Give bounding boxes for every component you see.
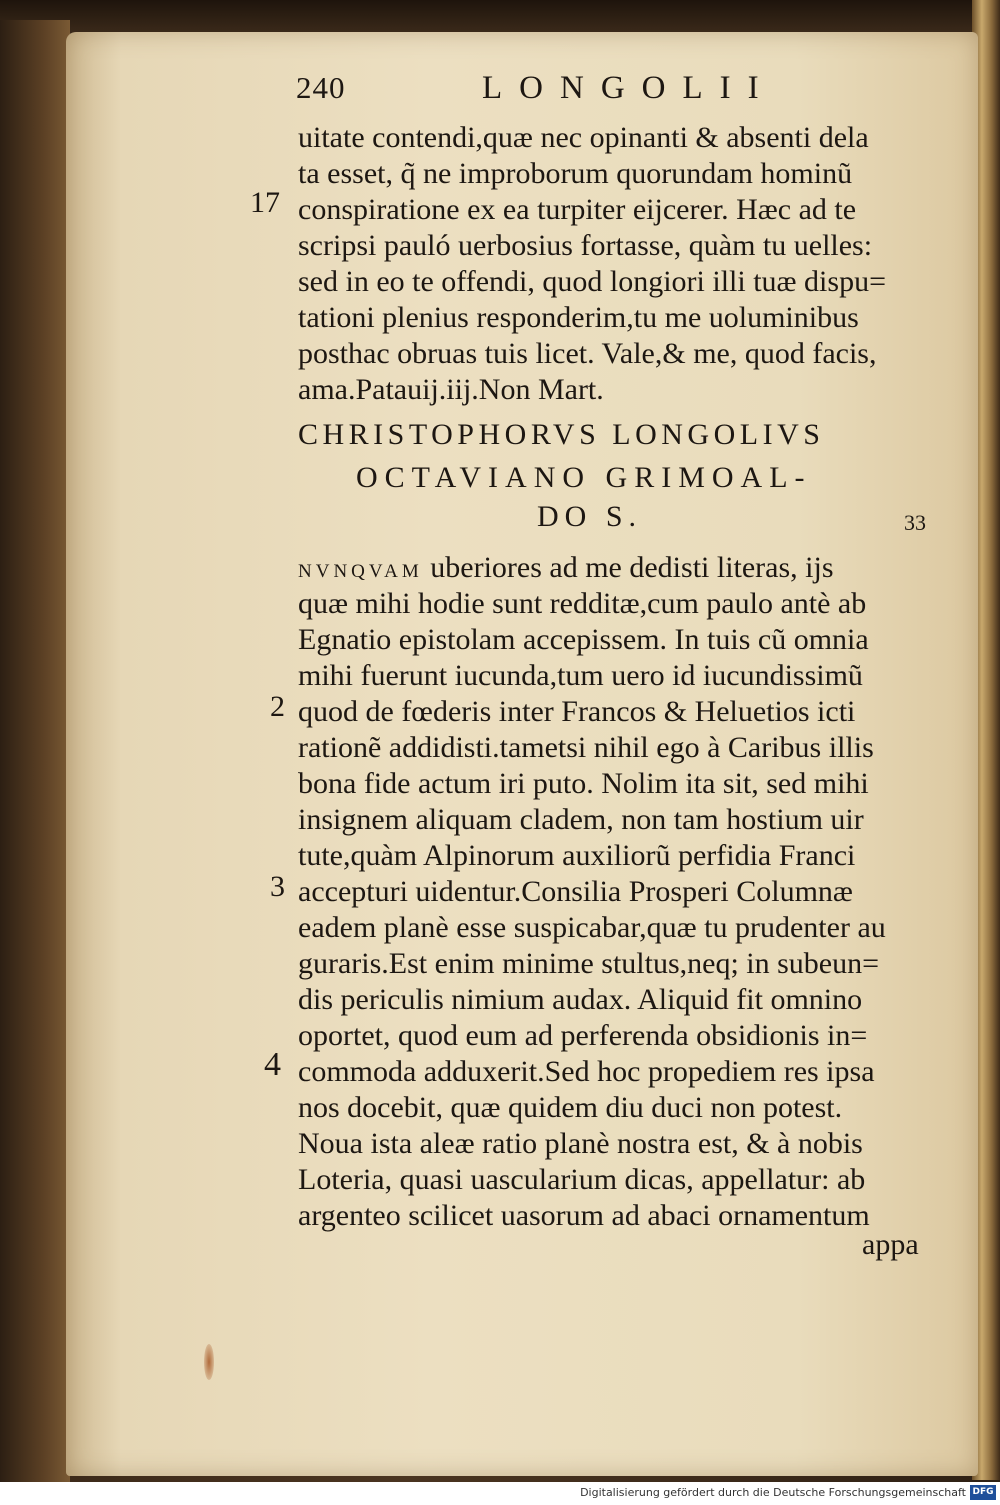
margin-number: 17: [250, 186, 280, 219]
digitization-credit: Digitalisierung gefördert durch die Deutsche Forschungsgemeinschaft: [580, 1486, 966, 1499]
text-fragment: uberiores ad me dedisti literas, ijs: [422, 551, 834, 584]
text-line: scripsi pauló uerbosius fortasse, quàm tu uelles:: [298, 229, 873, 262]
text-line: posthac obruas tuis licet. Vale,& me, quod facis,: [298, 337, 877, 370]
text-line: tationi plenius responderim,tu me uoluminibus: [298, 301, 859, 334]
opening-word: NVNQVAM: [298, 561, 423, 582]
text-line: Loteria, quasi uascularium dicas, appellatur: ab: [298, 1163, 866, 1196]
text-line: Noua ista aleæ ratio planè nostra est, & à nobis: [298, 1127, 863, 1160]
book-binding-edge: [0, 20, 70, 1490]
text-line: bona fide actum iri puto. Nolim ita sit, sed mihi: [298, 767, 869, 800]
text-line: mihi fuerunt iucunda,tum uero id iucundissimũ: [298, 659, 863, 692]
letter-heading-line: DO S.: [537, 500, 643, 533]
text-line: tute,quàm Alpinorum auxiliorũ perfidia Franci: [298, 839, 856, 872]
text-line: eadem planè esse suspicabar,quæ tu prudenter au: [298, 911, 886, 944]
margin-number: 4: [264, 1046, 281, 1083]
text-line: oportet, quod eum ad perferenda obsidionis in=: [298, 1019, 868, 1052]
text-line: accepturi uidentur.Consilia Prosperi Columnæ: [298, 875, 853, 908]
margin-number: 2: [270, 690, 285, 723]
text-line: dis periculis nimium audax. Aliquid fit omnino: [298, 983, 863, 1016]
text-line: uitate contendi,quæ nec opinanti & absenti dela: [298, 121, 869, 154]
text-line: argenteo scilicet uasorum ad abaci ornamentum: [298, 1199, 870, 1232]
text-line: quod de fœderis inter Francos & Heluetios icti: [298, 695, 856, 728]
text-line: sed in eo te offendi, quod longiori illi tuæ dispu=: [298, 265, 886, 298]
running-title: LONGOLII: [482, 70, 776, 106]
text-line: quæ mihi hodie sunt redditæ,cum paulo antè ab: [298, 587, 867, 620]
catchword: appa: [862, 1228, 919, 1261]
text-line: insignem aliquam cladem, non tam hostium uir: [298, 803, 864, 836]
text-line: nos docebit, quæ quidem diu duci non potest.: [298, 1091, 843, 1124]
text-line: ta esset, q̃ ne improborum quorundam hominũ: [298, 157, 853, 190]
scan-top-edge: [0, 0, 1000, 34]
text-line: [298, 550, 834, 590]
text-line: guraris.Est enim minime stultus,neq; in subeun=: [298, 947, 880, 980]
text-line: Egnatio epistolam accepissem. In tuis cũ omnia: [298, 623, 869, 656]
letter-heading-line: OCTAVIANO GRIMOAL-: [356, 461, 812, 494]
running-head: [296, 70, 816, 114]
page-number: 240: [296, 70, 346, 105]
paper-stain: [204, 1344, 214, 1380]
margin-number: 33: [904, 510, 926, 535]
text-line: commoda adduxerit.Sed hoc propediem res ipsa: [298, 1055, 875, 1088]
dfg-logo: DFG: [970, 1485, 996, 1500]
text-line: conspiratione ex ea turpiter eijcerer. Hæc ad te: [298, 193, 857, 226]
text-line: ama.Patauij.iij.Non Mart.: [298, 373, 604, 406]
text-line: rationẽ addidisti.tametsi nihil ego à Caribus illis: [298, 731, 874, 764]
letter-heading-line: CHRISTOPHORVS LONGOLIVS: [298, 418, 825, 451]
margin-number: 3: [270, 870, 285, 903]
